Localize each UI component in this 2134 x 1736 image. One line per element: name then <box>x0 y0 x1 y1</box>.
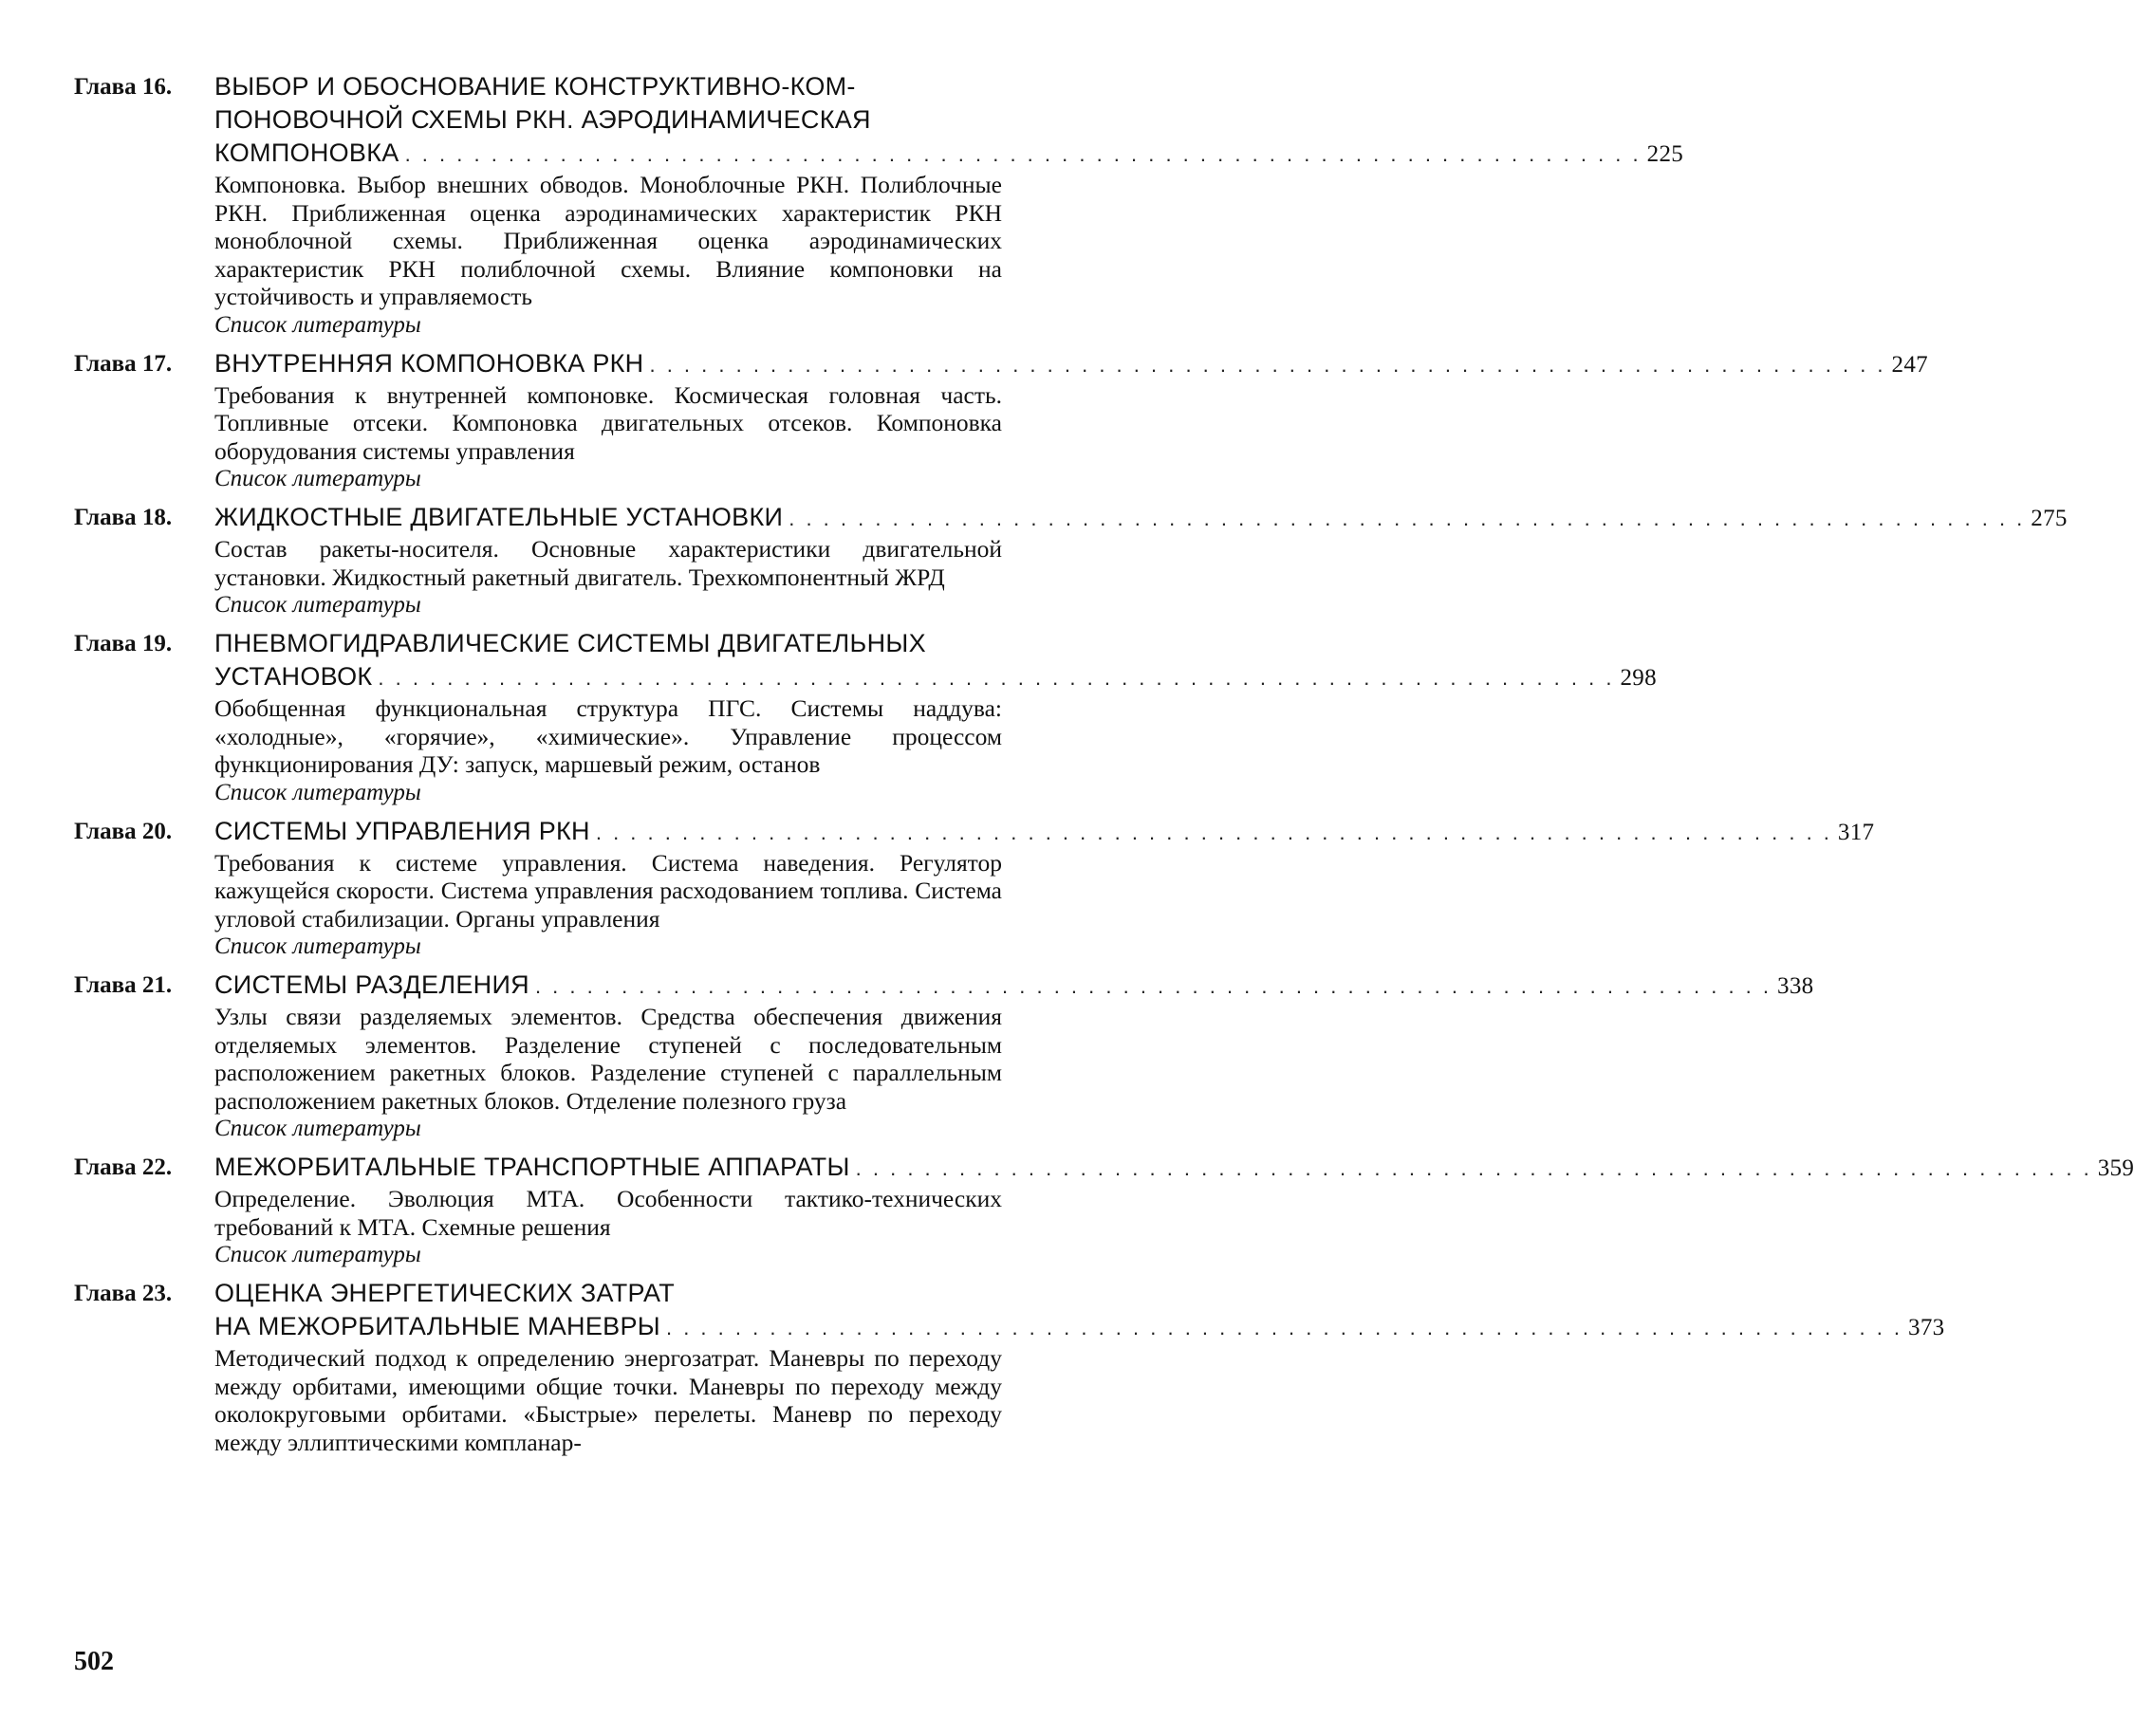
chapter-title-text: ВНУТРЕННЯЯ КОМПОНОВКА РКН <box>214 348 644 378</box>
chapter-title <box>214 1151 2134 1185</box>
chapter-title-last-line <box>214 660 1657 694</box>
chapter-label: Глава 23. <box>74 1281 173 1306</box>
chapter-entry-21 <box>74 969 1814 1143</box>
literature-label: Список литературы <box>214 1116 421 1141</box>
chapter-description: Компоновка. Выбор внешних обводов. Моноблочные РКН. Полиблочные РКН. Приближенная оценка аэродинамических характеристик РКН моноблочной схемы. Приближенная оценка аэродинамических характеристик РКН полиблочной схемы. Влияние компоновки на устойчивость и управляемость <box>214 171 1002 310</box>
chapter-entry-18 <box>74 501 2068 619</box>
chapter-label: Глава 16. <box>74 74 173 100</box>
chapter-page-number: 338 <box>1777 973 1814 999</box>
literature-label: Список литературы <box>214 779 421 805</box>
literature-label: Список литературы <box>214 466 421 491</box>
chapter-entry-22 <box>74 1151 2134 1269</box>
chapter-title-text: СИСТЕМЫ РАЗДЕЛЕНИЯ <box>214 970 529 999</box>
chapter-label: Глава 19. <box>74 631 173 656</box>
leader-dots <box>789 502 2025 535</box>
chapter-title-last-line <box>214 137 1683 171</box>
chapter-title-text: УСТАНОВОК <box>214 662 373 691</box>
chapter-title-line: ПОНОВОЧНОЙ СХЕМЫ РКН. АЭРОДИНАМИЧЕСКАЯ <box>214 105 871 134</box>
leader-dots <box>535 970 1772 1003</box>
chapter-body <box>214 501 2068 619</box>
chapter-description: Требования к системе управления. Система наведения. Регулятор кажущейся скорости. Система управления расходованием топлива. Система угловой стабилизации. Органы управления <box>214 848 1002 933</box>
chapter-title-last-line <box>214 1310 1944 1344</box>
chapter-page-number: 359 <box>2097 1155 2134 1181</box>
chapter-title-line: ОЦЕНКА ЭНЕРГЕТИЧЕСКИХ ЗАТРАТ <box>214 1279 676 1307</box>
chapter-title-last-line <box>214 815 1874 849</box>
leader-dots <box>649 348 1885 381</box>
chapter-title <box>214 70 1683 171</box>
chapter-label: Глава 22. <box>74 1154 173 1180</box>
leader-dots <box>378 661 1614 694</box>
chapter-description: Методический подход к определению энергозатрат. Маневры по переходу между орбитами, имеющими общие точки. Маневры по переходу между околокруговыми орбитами. «Быстрые» перелеты. Маневр по переходу между эллиптическими компланар- <box>214 1344 1002 1456</box>
chapter-page-number: 275 <box>2031 506 2068 531</box>
leader-dots <box>596 816 1832 849</box>
literature-label: Список литературы <box>214 311 421 338</box>
chapter-description: Узлы связи разделяемых элементов. Средства обеспечения движения отделяемых элементов. Разделение ступеней с последовательным расположением ракетных блоков. Разделение ступеней с параллельным расположением ракетных блоков. Отделение полезного груза <box>214 1003 1002 1115</box>
chapter-title-text: СИСТЕМЫ УПРАВЛЕНИЯ РКН <box>214 816 590 845</box>
leader-dots <box>405 138 1642 171</box>
chapter-label: Глава 21. <box>74 972 173 998</box>
chapter-label: Глава 18. <box>74 505 173 530</box>
chapter-title-last-line <box>214 969 1813 1003</box>
chapter-title <box>214 815 1874 849</box>
chapter-description: Требования к внутренней компоновке. Космическая головная часть. Топливные отсеки. Компоновка двигательных отсеков. Компоновка оборудования системы управления <box>214 380 1002 465</box>
chapter-title-last-line <box>214 347 1928 381</box>
chapter-description: Обобщенная функциональная структура ПГС. Системы наддува: «холодные», «горячие», «химические». Управление процессом функционирования ДУ: запуск, маршевый режим, останов <box>214 694 1002 778</box>
chapter-page-number: 298 <box>1620 665 1657 691</box>
chapter-title <box>214 627 1657 694</box>
chapter-page-number: 225 <box>1646 141 1684 167</box>
chapter-body <box>214 1151 2134 1269</box>
chapter-title <box>214 969 1813 1003</box>
chapter-title <box>214 347 1928 381</box>
chapter-entry-20 <box>74 815 1875 962</box>
page-number: 502 <box>74 1647 114 1676</box>
chapter-page-number: 247 <box>1891 351 1928 378</box>
chapter-title-text: НА МЕЖОРБИТАЛЬНЫЕ МАНЕВРЫ <box>214 1312 660 1340</box>
chapter-body <box>214 969 1813 1143</box>
chapter-title <box>214 501 2068 535</box>
leader-dots <box>666 1311 1902 1344</box>
chapter-title-line: ВЫБОР И ОБОСНОВАНИЕ КОНСТРУКТИВНО-КОМ- <box>214 72 856 101</box>
chapter-description: Состав ракеты-носителя. Основные характеристики двигательной установки. Жидкостный ракетный двигатель. Трехкомпонентный ЖРД <box>214 535 1002 591</box>
chapter-body <box>214 347 1928 494</box>
chapter-description: Определение. Эволюция МТА. Особенности тактико-технических требований к МТА. Схемные решения <box>214 1185 1002 1241</box>
chapter-title-line: ПНЕВМОГИДРАВЛИЧЕСКИЕ СИСТЕМЫ ДВИГАТЕЛЬНЫХ <box>214 629 926 657</box>
chapter-body <box>214 70 1683 340</box>
chapter-title-text: МЕЖОРБИТАЛЬНЫЕ ТРАНСПОРТНЫЕ АППАРАТЫ <box>214 1153 850 1181</box>
chapter-page-number: 373 <box>1908 1315 1945 1340</box>
leader-dots <box>856 1152 2092 1185</box>
chapter-page-number: 317 <box>1837 819 1875 845</box>
literature-label: Список литературы <box>214 933 421 959</box>
chapter-title-last-line <box>214 501 2068 535</box>
chapter-title-text: КОМПОНОВКА <box>214 139 399 167</box>
chapter-label: Глава 20. <box>74 818 173 844</box>
chapter-label: Глава 17. <box>74 350 173 377</box>
chapter-title <box>214 1277 1944 1344</box>
table-of-contents <box>74 70 2134 1464</box>
literature-label: Список литературы <box>214 1242 421 1267</box>
chapter-title-text: ЖИДКОСТНЫЕ ДВИГАТЕЛЬНЫЕ УСТАНОВКИ <box>214 503 784 531</box>
chapter-title-last-line <box>214 1151 2134 1185</box>
chapter-entry-19 <box>74 627 1657 807</box>
chapter-body <box>214 1277 1944 1456</box>
chapter-body <box>214 815 1874 962</box>
chapter-body <box>214 627 1657 807</box>
chapter-entry-17 <box>74 347 1928 494</box>
chapter-entry-23 <box>74 1277 1945 1456</box>
literature-label: Список литературы <box>214 592 421 618</box>
chapter-entry-16 <box>74 70 1684 340</box>
